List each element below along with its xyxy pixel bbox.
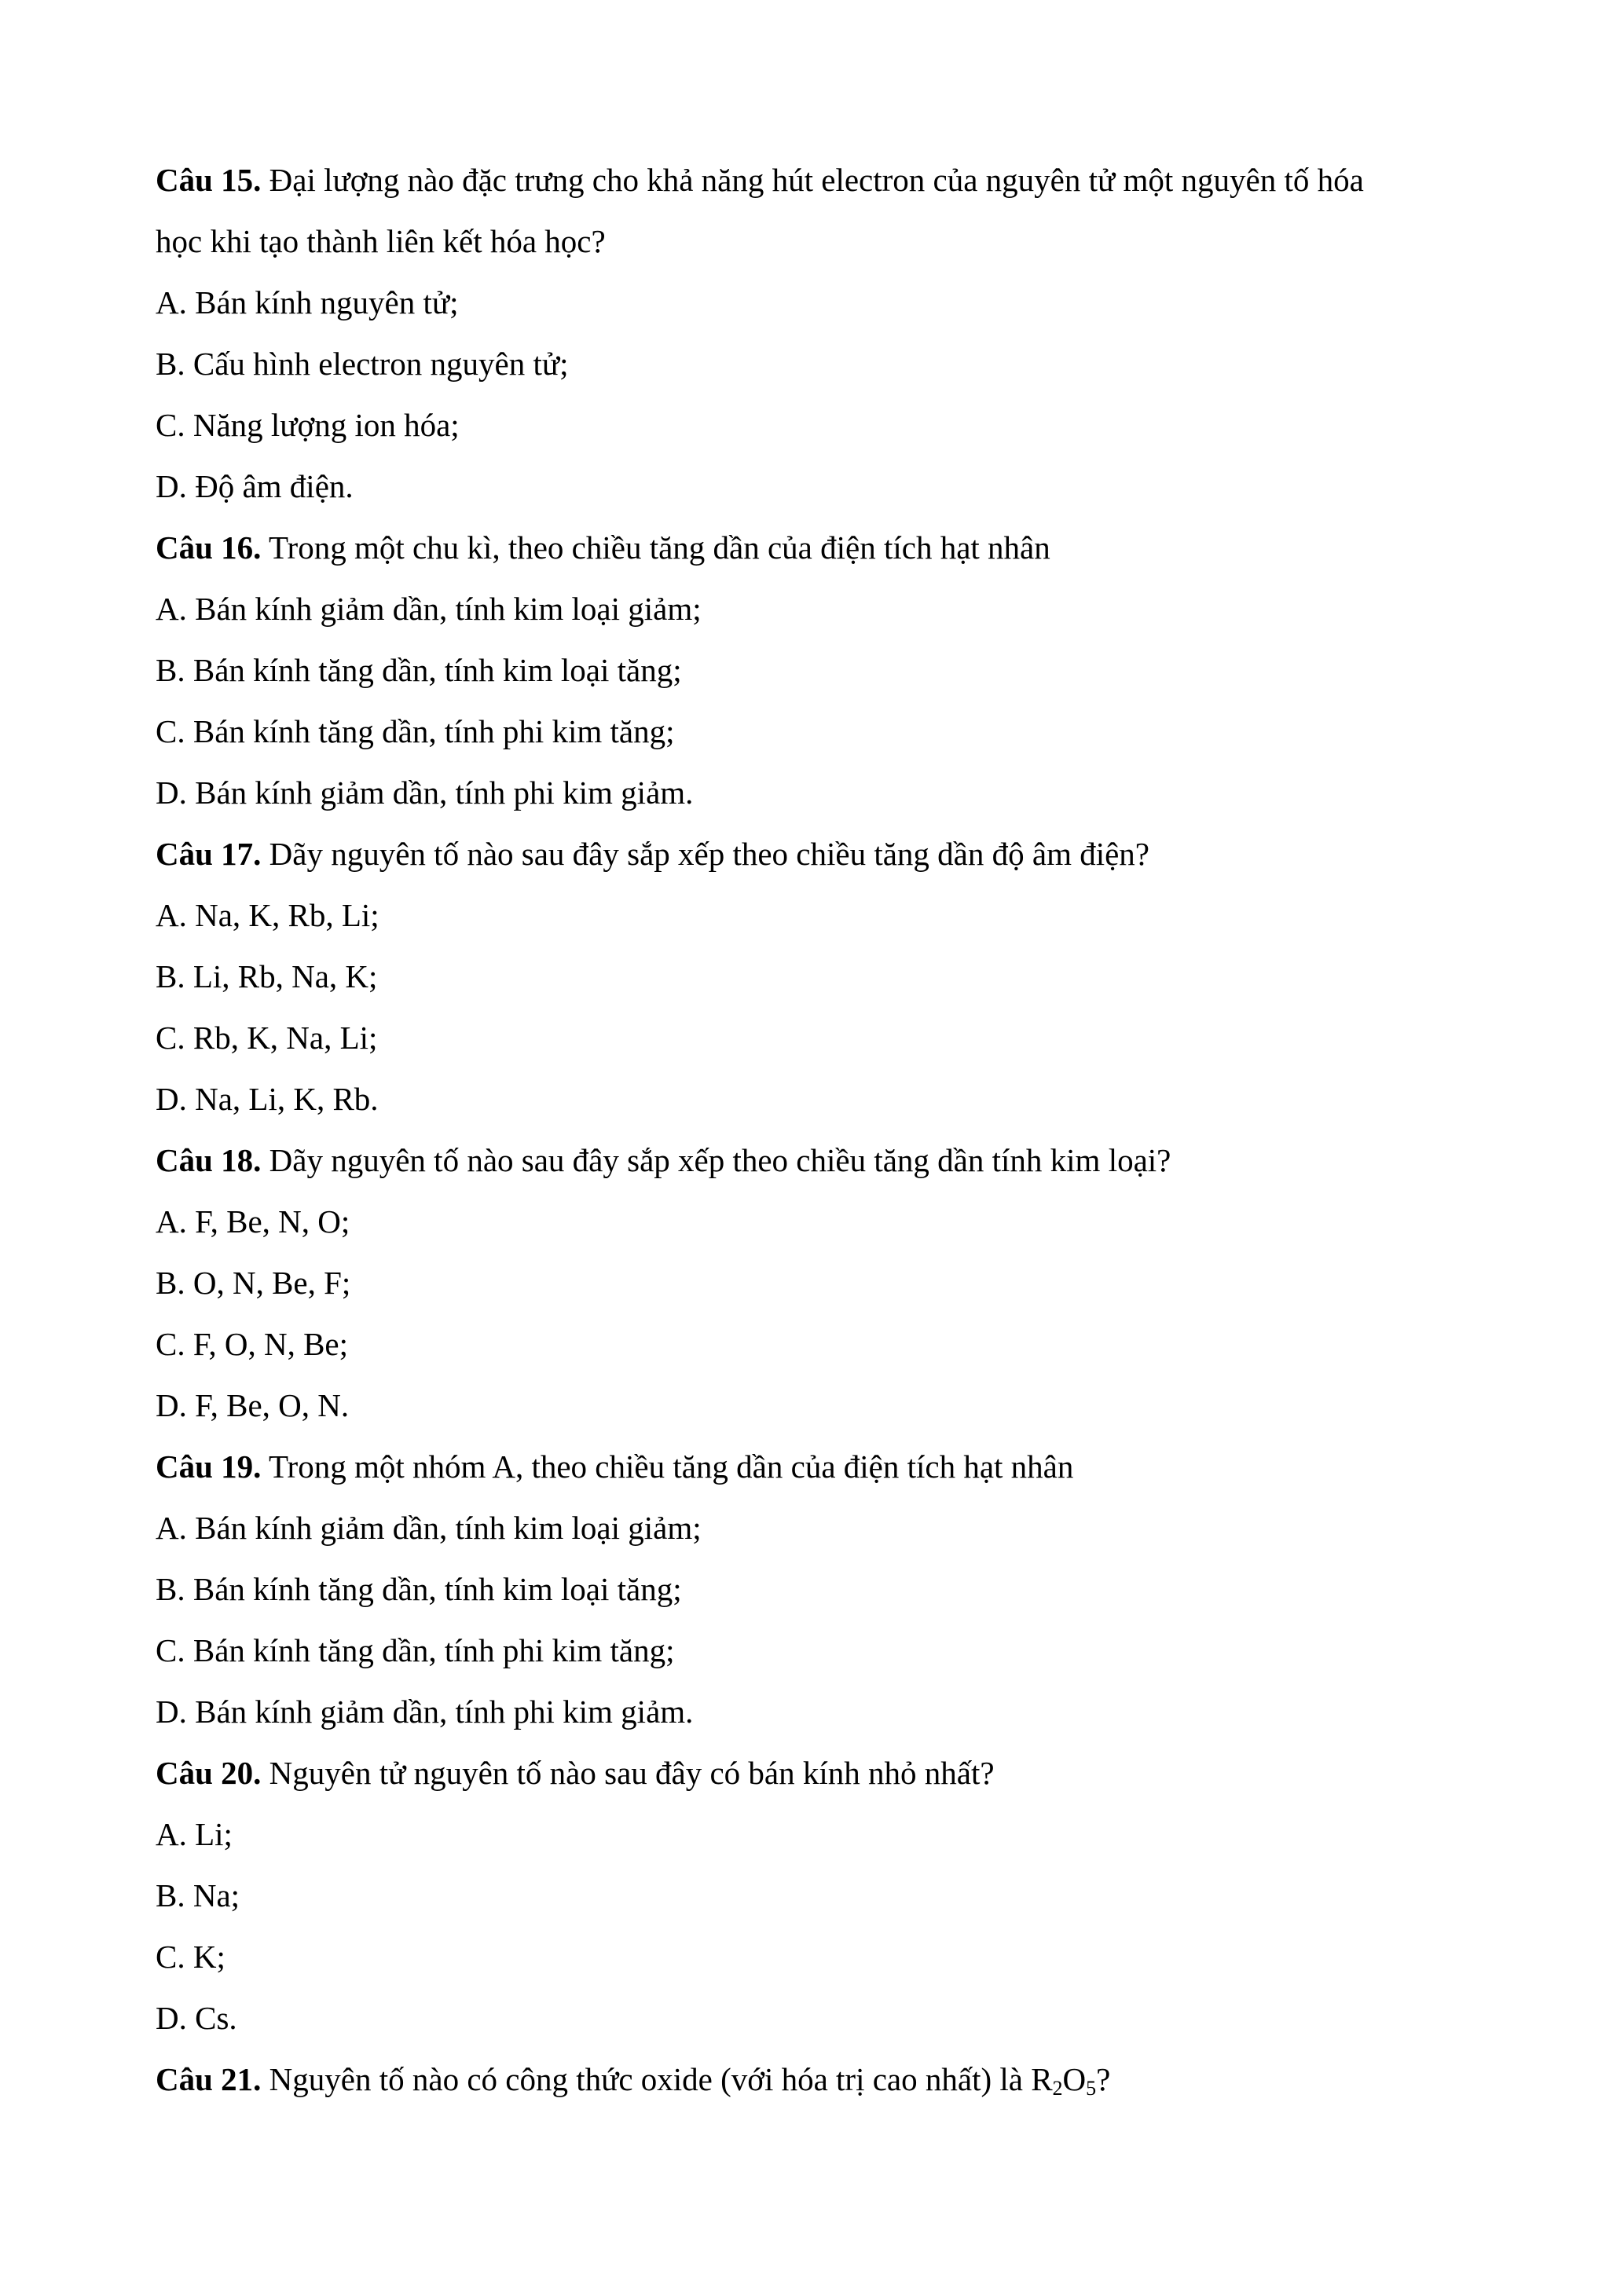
option-a: A. Bán kính giảm dần, tính kim loại giảm; [156,591,702,627]
question-label: Câu 15. [156,162,262,198]
question-text: Trong một chu kì, theo chiều tăng dần của điện tích hạt nhân [268,529,1050,566]
option-b: B. Bán kính tăng dần, tính kim loại tăng; [156,1571,682,1607]
question-text: Dãy nguyên tố nào sau đây sắp xếp theo chiều tăng dần độ âm điện? [269,836,1150,872]
option-b: B. Na; [156,1877,240,1913]
option-c: C. K; [156,1939,225,1975]
question-label: Câu 19. [156,1448,262,1485]
question-text: Nguyên tử nguyên tố nào sau đây có bán kính nhỏ nhất? [269,1755,995,1791]
question-text: Trong một nhóm A, theo chiều tăng dần của điện tích hạt nhân [268,1448,1074,1485]
option-a: A. Bán kính giảm dần, tính kim loại giảm; [156,1510,702,1546]
question-text: Dãy nguyên tố nào sau đây sắp xếp theo chiều tăng dần tính kim loại? [269,1142,1171,1178]
question-21-line-1 [156,2049,1491,2110]
question-15-line-2: học khi tạo thành liên kết hóa học? [156,223,606,259]
option-c: C. Rb, K, Na, Li; [156,1020,378,1056]
question-text: ? [1096,2061,1111,2097]
option-a: A. Na, K, Rb, Li; [156,897,379,933]
question-text: O [1062,2061,1087,2097]
subscript: 2 [1052,2077,1063,2100]
option-d: D. Độ âm điện. [156,468,354,504]
option-c: C. Bán kính tăng dần, tính phi kim tăng; [156,1632,675,1668]
option-d: D. Cs. [156,2000,237,2036]
question-text: Nguyên tố nào có công thức oxide (với hóa trị cao nhất) là R [269,2061,1053,2097]
document-page [156,149,1491,2110]
question-label: Câu 21. [156,2061,262,2097]
question-label: Câu 16. [156,529,262,566]
option-c: C. F, O, N, Be; [156,1326,349,1362]
question-15-line-1 [156,149,1491,211]
option-b: B. Cấu hình electron nguyên tử; [156,346,569,382]
option-a: A. F, Be, N, O; [156,1203,350,1240]
option-a: A. Li; [156,1816,233,1852]
question-label: Câu 17. [156,836,262,872]
option-c: C. Bán kính tăng dần, tính phi kim tăng; [156,713,675,749]
question-18-line-1 [156,1130,1491,1191]
question-16-line-1 [156,517,1491,578]
option-b: B. Bán kính tăng dần, tính kim loại tăng; [156,652,682,688]
question-19-line-1 [156,1436,1491,1497]
option-d: D. F, Be, O, N. [156,1387,350,1423]
option-d: D. Bán kính giảm dần, tính phi kim giảm. [156,774,694,811]
option-d: D. Na, Li, K, Rb. [156,1081,379,1117]
option-b: B. Li, Rb, Na, K; [156,958,378,994]
option-b: B. O, N, Be, F; [156,1265,351,1301]
option-d: D. Bán kính giảm dần, tính phi kim giảm. [156,1694,694,1730]
option-c: C. Năng lượng ion hóa; [156,407,460,443]
question-label: Câu 18. [156,1142,262,1178]
question-20-line-1 [156,1742,1491,1803]
question-17-line-1 [156,823,1491,884]
question-label: Câu 20. [156,1755,262,1791]
subscript: 5 [1086,2077,1097,2100]
option-a: A. Bán kính nguyên tử; [156,284,459,320]
question-text: Đại lượng nào đặc trưng cho khả năng hút electron của nguyên tử một nguyên tố hóa [269,162,1364,198]
